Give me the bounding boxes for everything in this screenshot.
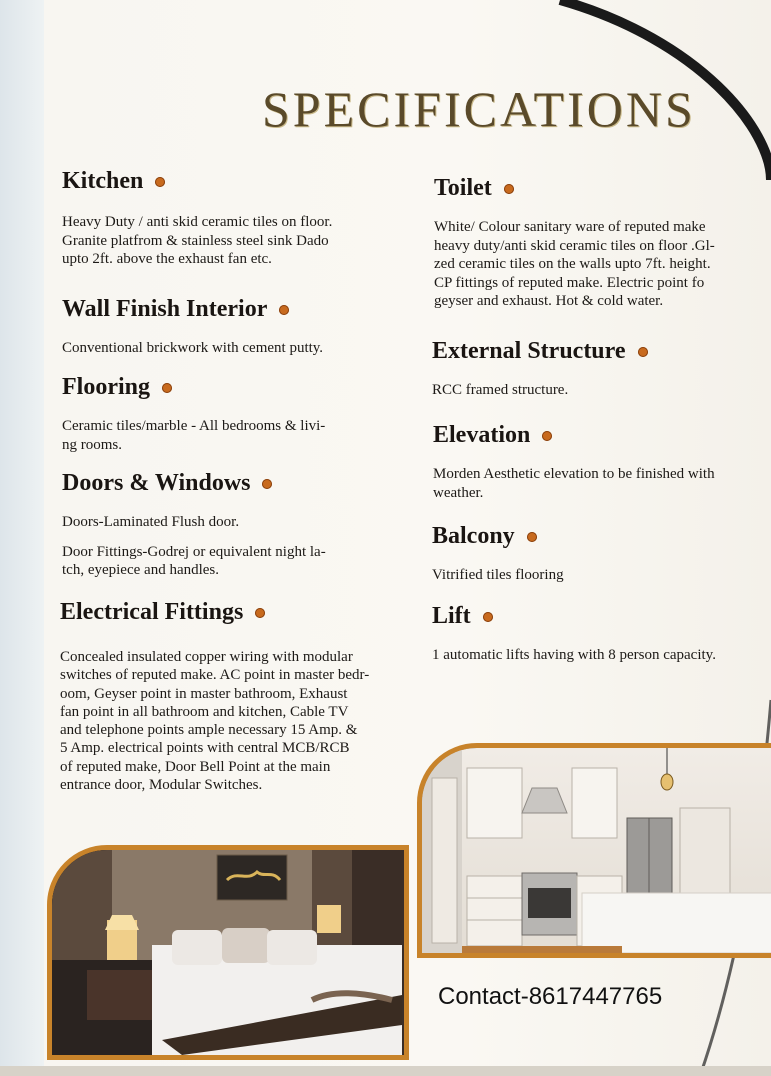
- section-kitchen: [62, 168, 402, 269]
- paragraph: Door Fittings-Godrej or equivalent night la- tch, eyepiece and handles.: [62, 543, 326, 578]
- section-heading: Balcony: [432, 523, 771, 550]
- bullet-dot-icon: [483, 612, 493, 622]
- section-heading: Doors & Windows: [62, 470, 402, 497]
- section-heading: Elevation: [433, 422, 771, 449]
- section-heading: External Structure: [432, 338, 771, 365]
- contact-number: Contact-8617447765: [438, 983, 663, 1010]
- bullet-dot-icon: [638, 347, 648, 357]
- section-doors-windows: [62, 470, 402, 580]
- section-body: White/ Colour sanitary ware of reputed make heavy duty/anti skid ceramic tiles on floor .Gl- zed ceramic tiles on the walls upto 7ft. height. CP fittings of reputed make. Electric point fo geyser and exhaust. Hot & cold water.: [434, 219, 715, 309]
- section-heading: Electrical Fittings: [60, 599, 440, 626]
- section-heading: Flooring: [62, 374, 402, 401]
- section-body: Concealed insulated copper wiring with modular switches of reputed make. AC point in master bedr- oom, Geyser point in master bathroom, Exhaust fan point in all bathroom and kitchen, Cable TV and telephone points ample necessary 15 Amp. & 5 Amp. electrical points with central MCB/RCB of reputed make, Door Bell Point at the main entrance door, Modular Switches.: [60, 649, 370, 794]
- section-heading: Kitchen: [62, 168, 402, 195]
- section-external-structure: [432, 338, 771, 400]
- section-heading: Wall Finish Interior: [62, 296, 402, 323]
- kitchen-illustration: [422, 748, 771, 953]
- bottom-edge-strip: [0, 1066, 771, 1076]
- left-edge-strip: [0, 0, 44, 1076]
- bullet-dot-icon: [155, 177, 165, 187]
- section-body: Morden Aesthetic elevation to be finished with weather.: [433, 466, 715, 501]
- section-lift: [432, 603, 771, 665]
- section-body: Vitrified tiles flooring: [432, 567, 564, 583]
- section-heading: Lift: [432, 603, 771, 630]
- section-body: RCC framed structure.: [432, 382, 569, 398]
- kitchen-photo: [417, 743, 771, 958]
- bullet-dot-icon: [527, 532, 537, 542]
- section-body: Heavy Duty / anti skid ceramic tiles on floor. Granite platfrom & stainless steel sink Dado upto 2ft. above the exhaust fan etc.: [62, 214, 333, 267]
- section-body: 1 automatic lifts having with 8 person capacity.: [432, 647, 716, 663]
- bullet-dot-icon: [162, 383, 172, 393]
- bullet-dot-icon: [542, 431, 552, 441]
- section-elevation: [433, 422, 771, 502]
- paragraph: Doors-Laminated Flush door.: [62, 514, 240, 530]
- bedroom-photo: [47, 845, 409, 1060]
- bullet-dot-icon: [255, 608, 265, 618]
- page-title: SPECIFICATIONS: [262, 81, 696, 137]
- bullet-dot-icon: [279, 305, 289, 315]
- section-body: Conventional brickwork with cement putty.: [62, 340, 324, 356]
- bullet-dot-icon: [262, 479, 272, 489]
- bullet-dot-icon: [504, 184, 514, 194]
- bedroom-illustration: [52, 850, 404, 1055]
- section-balcony: [432, 523, 771, 585]
- section-wall-finish: [62, 296, 402, 358]
- section-body: Ceramic tiles/marble - All bedrooms & livi- ng rooms.: [62, 418, 326, 453]
- section-heading: Toilet: [434, 175, 771, 202]
- section-body: [62, 513, 402, 580]
- section-flooring: [62, 374, 402, 454]
- section-toilet: [434, 175, 771, 311]
- section-electrical-fittings: [60, 599, 440, 794]
